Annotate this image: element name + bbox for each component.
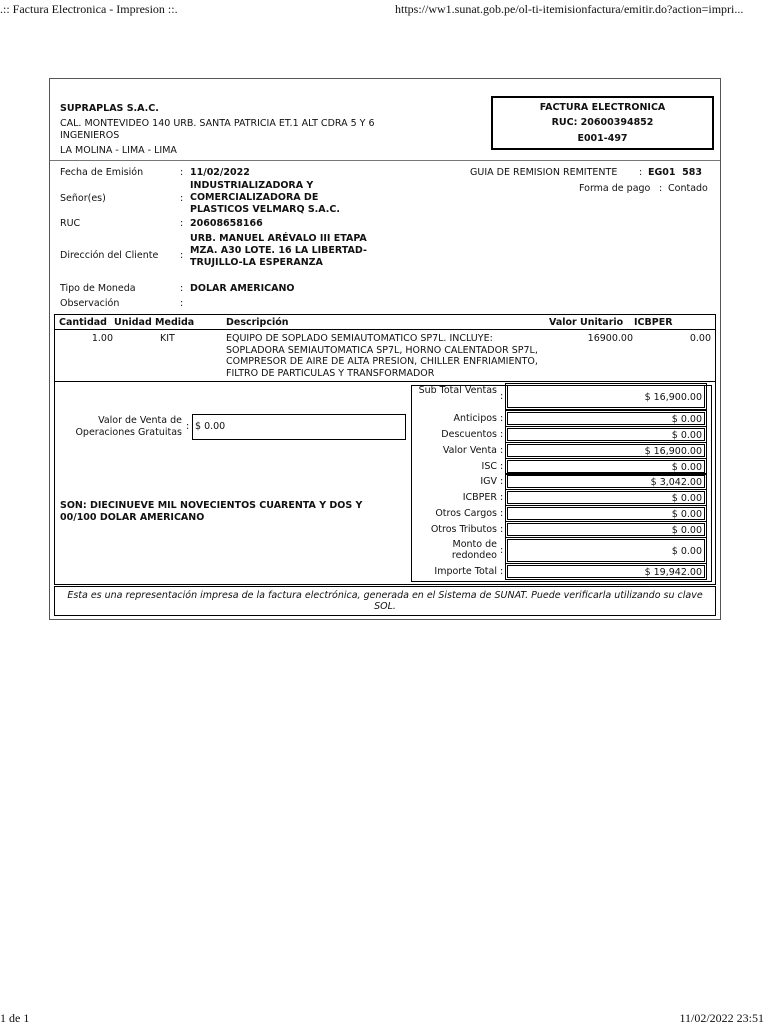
cell-unidad: KIT	[160, 333, 175, 344]
ruc-label: RUC	[60, 218, 81, 229]
totals-colon: :	[500, 413, 504, 424]
direccion-colon: :	[180, 250, 184, 261]
totals-colon: :	[500, 524, 504, 535]
direccion-label: Dirección del Cliente	[60, 250, 159, 261]
gratuitas-value: $ 0.00	[192, 414, 406, 440]
col-header-icbper: ICBPER	[634, 317, 673, 328]
fecha-colon: :	[180, 167, 184, 178]
guia-colon: :	[639, 167, 643, 178]
senor-label: Señor(es)	[60, 193, 106, 204]
col-header-cantidad: Cantidad	[59, 317, 107, 328]
table-row	[59, 333, 719, 379]
totals-colon: :	[500, 391, 504, 402]
gratuitas-colon: :	[186, 421, 190, 432]
totals-value: $ 0.00	[507, 539, 705, 562]
invoice-number: E001-497	[577, 133, 628, 144]
print-header-title: .:: Factura Electronica - Impresion ::.	[0, 2, 178, 16]
totals-value: $ 16,900.00	[507, 444, 705, 457]
print-footer-datetime: 11/02/2022 23:51	[679, 1011, 764, 1025]
totals-value: $ 0.00	[507, 507, 705, 520]
totals-value: $ 0.00	[507, 428, 705, 441]
guia-value: EG01 583	[648, 167, 702, 178]
totals-label: Monto de redondeo	[451, 539, 497, 561]
cell-descripcion: EQUIPO DE SOPLADO SEMIAUTOMATICO SP7L. INCLUYE: SOPLADORA SEMIAUTOMATICA SP7L, HORNO CALENTADOR SP7L, COMPRESOR DE AIRE DE ALTA PRESION, CHILLER ENFRIAMIENTO, FILTRO DE PARTICULAS Y TRANSFORMADOR	[226, 333, 538, 379]
header-divider	[50, 160, 720, 161]
pago-colon: :	[659, 183, 663, 194]
col-header-descripcion: Descripción	[226, 317, 289, 328]
totals-colon: :	[500, 545, 504, 556]
pago-label: Forma de pago	[579, 183, 651, 194]
col-header-valor-unitario: Valor Unitario	[549, 317, 624, 328]
moneda-colon: :	[180, 283, 184, 294]
emitter-address-3: LA MOLINA - LIMA - LIMA	[60, 145, 177, 156]
totals-colon: :	[500, 429, 504, 440]
observacion-label: Observación	[60, 298, 120, 309]
observacion-colon: :	[180, 298, 184, 309]
totals-colon: :	[500, 476, 504, 487]
totals-value: $ 0.00	[507, 491, 705, 504]
print-footer-page: 1 de 1	[0, 1011, 30, 1025]
totals-label: Sub Total Ventas	[418, 385, 497, 396]
ruc-value: 20608658166	[190, 218, 263, 229]
totals-label: ISC	[481, 461, 497, 472]
emitter-name: SUPRAPLAS S.A.C.	[60, 103, 159, 114]
senor-colon: :	[180, 193, 184, 204]
cell-icbper: 0.00	[689, 333, 711, 344]
ruc-colon: :	[180, 218, 184, 229]
totals-colon: :	[500, 461, 504, 472]
totals-label: Otros Cargos	[435, 508, 497, 519]
fecha-value: 11/02/2022	[190, 167, 250, 178]
senor-value: INDUSTRIALIZADORA Y COMERCIALIZADORA DE PLASTICOS VELMARQ S.A.C.	[190, 180, 340, 215]
totals-colon: :	[500, 566, 504, 577]
emitter-address-2: INGENIEROS	[60, 130, 120, 141]
moneda-value: DOLAR AMERICANO	[190, 283, 295, 294]
totals-colon: :	[500, 508, 504, 519]
totals-value: $ 0.00	[507, 523, 705, 536]
totals-label: Descuentos	[441, 429, 497, 440]
col-header-unidad: Unidad Medida	[114, 317, 195, 328]
totals-label: Importe Total	[434, 566, 497, 577]
totals-value: $ 16,900.00	[507, 385, 705, 408]
print-header-url: https://ww1.sunat.gob.pe/ol-ti-itemisionfactura/emitir.do?action=impri...	[395, 2, 744, 16]
totals-colon: :	[500, 492, 504, 503]
totals-value: $ 0.00	[507, 412, 705, 425]
items-table	[54, 314, 716, 382]
totals-label: Valor Venta	[442, 445, 497, 456]
legal-note: Esta es una representación impresa de la factura electrónica, generada en el Sistema de SUNAT. Puede verificarla utilizando su clave SOL.	[54, 586, 716, 616]
fecha-label: Fecha de Emisión	[60, 167, 144, 178]
totals-value: $ 0.00	[507, 460, 705, 473]
gratuitas-label: Valor de Venta de Operaciones Gratuitas	[75, 415, 182, 438]
cell-valor-unitario: 16900.00	[587, 333, 633, 344]
invoice-id-box	[491, 96, 714, 150]
totals-value: $ 3,042.00	[507, 475, 705, 488]
items-header-divider	[55, 329, 715, 330]
totals-label: IGV	[480, 476, 497, 487]
totals-colon: :	[500, 445, 504, 456]
direccion-value: URB. MANUEL ARÉVALO III ETAPA MZA. A30 LOTE. 16 LA LIBERTAD-TRUJILLO-LA ESPERANZA	[190, 233, 367, 268]
moneda-label: Tipo de Moneda	[60, 283, 136, 294]
cell-cantidad: 1.00	[91, 333, 113, 344]
guia-label: GUIA DE REMISION REMITENTE	[470, 167, 618, 178]
totals-value: $ 19,942.00	[507, 565, 705, 578]
invoice-ruc: RUC: 20600394852	[551, 117, 654, 128]
totals-label: ICBPER	[462, 492, 497, 503]
amount-in-words: SON: DIECINUEVE MIL NOVECIENTOS CUARENTA Y DOS Y 00/100 DOLAR AMERICANO	[60, 500, 363, 523]
invoice-sheet	[49, 78, 721, 620]
totals-list	[411, 385, 710, 580]
emitter-address-1: CAL. MONTEVIDEO 140 URB. SANTA PATRICIA ET.1 ALT CDRA 5 Y 6	[60, 118, 375, 129]
invoice-type: FACTURA ELECTRONICA	[539, 102, 666, 113]
totals-label: Anticipos	[453, 413, 497, 424]
totals-label: Otros Tributos	[430, 524, 497, 535]
pago-value: Contado	[668, 183, 708, 194]
